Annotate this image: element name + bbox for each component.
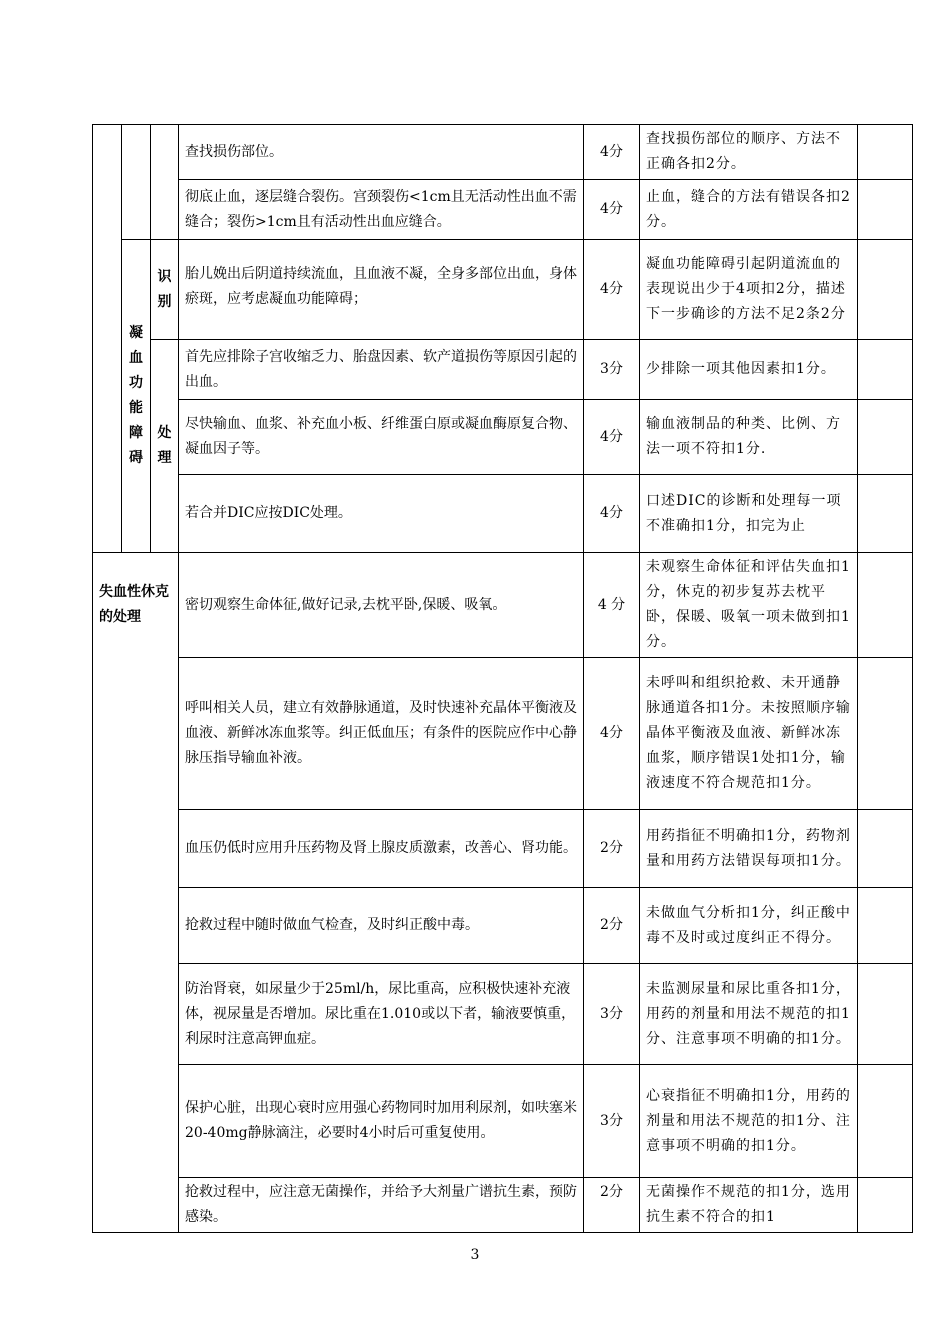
table-row: [93, 964, 913, 1065]
table-row: [93, 810, 913, 888]
score-value: 4分: [584, 240, 640, 340]
table-row: [93, 125, 913, 180]
blank-cell: [858, 658, 913, 810]
item-text: 保护心脏，出现心衰时应用强心药物同时加用利尿剂，如呋塞米20-40mg静脉滴注，必要时4小时后可重复使用。: [179, 1065, 584, 1178]
score-value: 3分: [584, 964, 640, 1065]
deduction-rule: 止血，缝合的方法有错误各扣2分。: [640, 180, 858, 240]
blank-cell: [858, 1178, 913, 1233]
deduction-rule: 无菌操作不规范的扣1分，选用抗生素不符合的扣1: [640, 1178, 858, 1233]
step-title: 处理: [157, 425, 172, 466]
blank-cell: [858, 888, 913, 964]
deduction-rule: 查找损伤部位的顺序、方法不正确各扣2分。: [640, 125, 858, 180]
item-text: 血压仍低时应用升压药物及肾上腺皮质激素，改善心、肾功能。: [179, 810, 584, 888]
item-text: 尽快输血、血浆、补充血小板、纤维蛋白原或凝血酶原复合物、凝血因子等。: [179, 400, 584, 475]
blank-cell: [858, 240, 913, 340]
table-row: [93, 553, 913, 658]
blank-cell: [858, 180, 913, 240]
score-value: 4分: [584, 658, 640, 810]
deduction-rule: 少排除一项其他因素扣1分。: [640, 340, 858, 400]
score-value: 4分: [584, 475, 640, 553]
item-text: 胎儿娩出后阴道持续流血，且血液不凝，全身多部位出血，身体瘀斑，应考虑凝血功能障碍；: [179, 240, 584, 340]
blank-cell: [858, 1065, 913, 1178]
table-row: [93, 658, 913, 810]
score-value: 3分: [584, 340, 640, 400]
deduction-rule: 未观察生命体征和评估失血扣1分，休克的初步复苏去枕平卧，保暖、吸氧一项未做到扣1分。: [640, 553, 858, 658]
table-row: [93, 240, 913, 340]
table-row: [93, 1065, 913, 1178]
item-text: 彻底止血，逐层缝合裂伤。宫颈裂伤<1cm且无活动性出血不需缝合；裂伤>1cm且有活动性出血应缝合。: [179, 180, 584, 240]
step-cell-empty: [151, 125, 179, 240]
blank-cell: [858, 553, 913, 658]
step-title: 识别: [157, 268, 172, 310]
item-text: 抢救过程中随时做血气检查，及时纠正酸中毒。: [179, 888, 584, 964]
score-value: 2分: [584, 1178, 640, 1233]
section-label-shock: 失血性休克的处理: [93, 553, 179, 658]
page-number: 3: [470, 1247, 480, 1263]
item-text: 抢救过程中，应注意无菌操作，并给予大剂量广谱抗生素，预防感染。: [179, 1178, 584, 1233]
section-label-coagulation: [122, 240, 151, 553]
blank-cell: [858, 810, 913, 888]
deduction-rule: 用药指征不明确扣1分，药物剂量和用药方法错误每项扣1分。: [640, 810, 858, 888]
item-text: 首先应排除子宫收缩乏力、胎盘因素、软产道损伤等原因引起的出血。: [179, 340, 584, 400]
deduction-rule: 未呼叫和组织抢救、未开通静脉通道各扣1分。未按照顺序输晶体平衡液及血液、新鲜冰冻血浆，顺序错误1处扣1分，输液速度不符合规范扣1分。: [640, 658, 858, 810]
section-cell-empty: [93, 125, 122, 553]
deduction-rule: 未监测尿量和尿比重各扣1分，用药的剂量和用法不规范的扣1分、注意事项不明确的扣1分。: [640, 964, 858, 1065]
table-row: [93, 888, 913, 964]
score-value: 4分: [584, 400, 640, 475]
item-text: 呼叫相关人员，建立有效静脉通道，及时快速补充晶体平衡液及血液、新鲜冰冻血浆等。纠正低血压；有条件的医院应作中心静脉压指导输血补液。: [179, 658, 584, 810]
score-value: 3分: [584, 1065, 640, 1178]
blank-cell: [858, 125, 913, 180]
blank-cell: [858, 340, 913, 400]
table-row: [93, 475, 913, 553]
score-value: 4分: [584, 125, 640, 180]
score-value: 2分: [584, 810, 640, 888]
deduction-rule: 未做血气分析扣1分，纠正酸中毒不及时或过度纠正不得分。: [640, 888, 858, 964]
blank-cell: [858, 475, 913, 553]
item-text: 防治肾衰，如尿量少于25ml/h，尿比重高，应积极快速补充液体，视尿量是否增加。尿比重在1.010或以下者，输液要慎重，利尿时注意高钾血症。: [179, 964, 584, 1065]
table-row: [93, 180, 913, 240]
table-row: [93, 1178, 913, 1233]
blank-cell: [858, 400, 913, 475]
item-text: 密切观察生命体征,做好记录,去枕平卧,保暖、吸氧。: [179, 553, 584, 658]
scoring-table: [92, 124, 913, 1233]
step-label-treat: [151, 340, 179, 553]
item-text: 查找损伤部位。: [179, 125, 584, 180]
section-title: 凝血功能障碍: [129, 325, 143, 466]
deduction-rule: 输血液制品的种类、比例、方法一项不符扣1分.: [640, 400, 858, 475]
item-text: 若合并DIC应按DIC处理。: [179, 475, 584, 553]
score-value: 4 分: [584, 553, 640, 658]
section-cell-empty: [93, 658, 179, 1233]
score-value: 2分: [584, 888, 640, 964]
table-row: [93, 340, 913, 400]
table-row: [93, 400, 913, 475]
blank-cell: [858, 964, 913, 1065]
score-value: 4分: [584, 180, 640, 240]
step-label-identify: [151, 240, 179, 340]
subsection-cell-empty: [122, 125, 151, 240]
deduction-rule: 口述DIC的诊断和处理每一项不准确扣1分，扣完为止: [640, 475, 858, 553]
deduction-rule: 凝血功能障碍引起阴道流血的表现说出少于4项扣2分，描述下一步确诊的方法不足2条2分: [640, 240, 858, 340]
deduction-rule: 心衰指征不明确扣1分，用药的剂量和用法不规范的扣1分、注意事项不明确的扣1分。: [640, 1065, 858, 1178]
